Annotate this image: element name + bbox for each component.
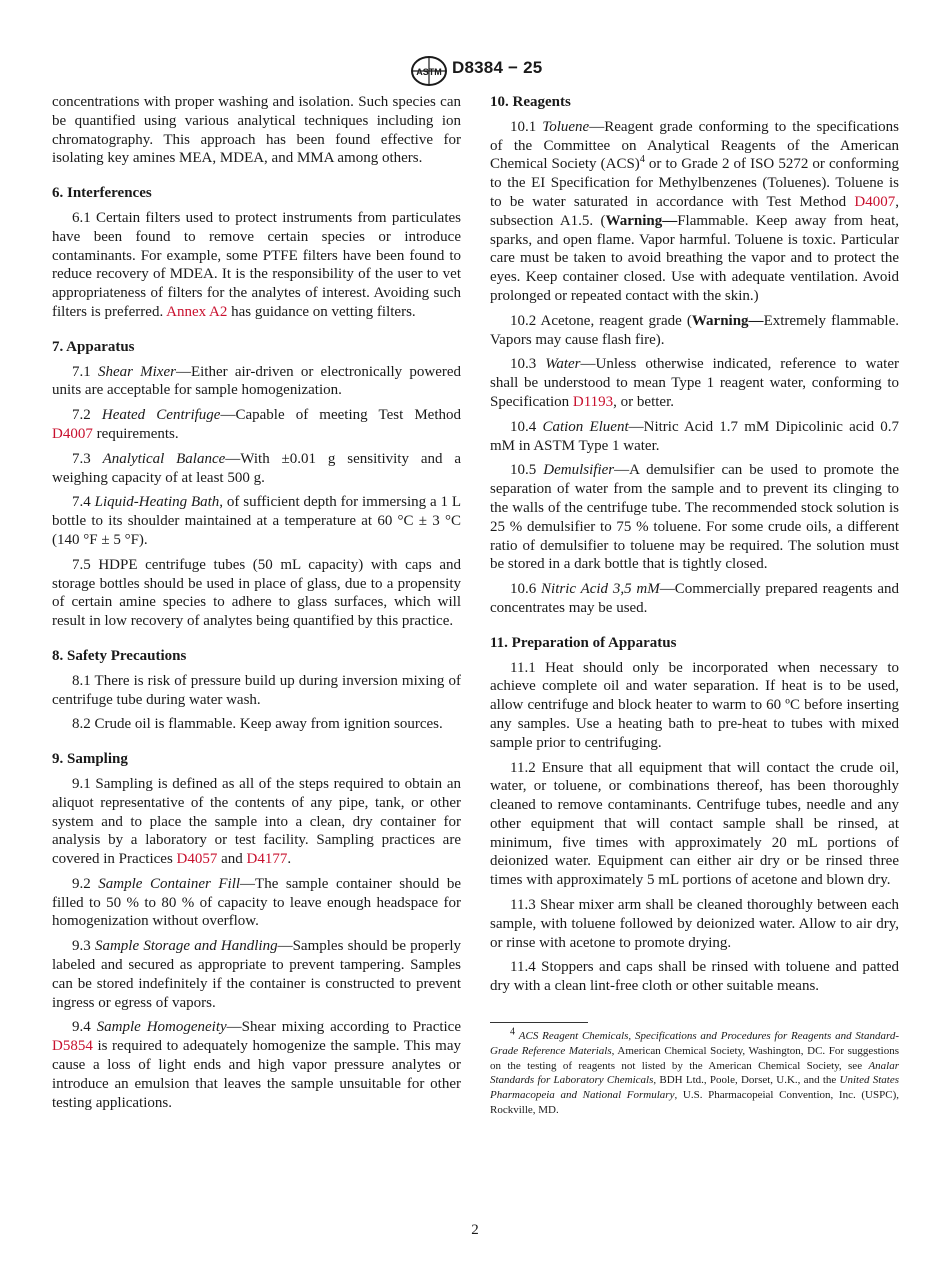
paragraph-8-1: 8.1 There is risk of pressure build up during inversion mixing of centrifuge tube during water wash.	[52, 672, 461, 708]
svg-text:ASTM: ASTM	[416, 67, 442, 77]
section-10-heading: 10. Reagents	[490, 94, 571, 110]
left-column	[52, 93, 461, 1112]
paragraph-7-1: 7.1 Shear Mixer—Either air-driven or electronically powered units are acceptable for sample homogenization.	[52, 363, 462, 399]
paragraph-6-1: 6.1 Certain filters used to protect instruments from particulates have been found to remove certain species or introduce contaminants. For example, some PTFE filters have been found to reduce recovery of MDEA. It is the responsibility of the user to vet appropriateness of filters for the analytes of interest. Avoiding such filters is preferred. Annex A2 has guidance on vetting filters.	[52, 209, 461, 320]
paragraph-11-4: 11.4 Stoppers and caps shall be rinsed with toluene and patted dry with a clean lint-free cloth or other suitable means.	[490, 959, 899, 995]
paragraph-9-2: 9.2 Sample Container Fill—The sample container should be filled to 50 % to 80 % of capacity to leave enough headspace for homogenization without overflow.	[52, 875, 461, 930]
paragraph-11-3: 11.3 Shear mixer arm shall be cleaned thoroughly between each sample, with toluene followed by deionized water. Allow to air dry, or rinse with acetone to promote drying.	[490, 897, 899, 951]
paragraph-7-2: 7.2 Heated Centrifuge—Capable of meeting Test Method D4007 requirements.	[52, 407, 461, 442]
right-column	[490, 93, 899, 1118]
footnote-divider	[490, 1022, 588, 1023]
paragraph-7-5: 7.5 HDPE centrifuge tubes (50 mL capacity) with caps and storage bottles should be used in place of glass, due to a propensity of certain amine species to adhere to glass surfaces, which will result in low recovery of analytes being quantified by this practice.	[52, 556, 461, 630]
astm-logo-icon	[409, 55, 449, 87]
paragraph-8-2: 8.2 Crude oil is flammable. Keep away from ignition sources.	[72, 716, 443, 733]
paragraph-7-4: 7.4 Liquid-Heating Bath, of sufficient depth for immersing a 1 L bottle to its shoulder maintained at a temperature at 60 °C ± 3 °C (140 °F ± 5 °F).	[52, 494, 462, 548]
d4177-link[interactable]: D4177	[246, 851, 288, 868]
paragraph-9-1: 9.1 Sampling is defined as all of the steps required to obtain an aliquot representative of the contents of any pipe, tank, or other system and to place the sample into a clean, dry container for analysis by a laboratory or test facility. Sampling practices are covered in Practices D4057 and D4177.	[52, 775, 461, 868]
paragraph-11-2: 11.2 Ensure that all equipment that will contact the crude oil, water, or toluene, or combinations thereof, has been thoroughly cleaned to remove contaminants. Centrifuge tubes, needle and any other equipment that will contact sample shall be rinsed, at minimum, five times with approximately 20 mL portions of deionized water. Equipment can either air dry or be rinsed three times with approximately 5 mL portions of acetone and blown dry.	[490, 759, 899, 889]
d4057-link[interactable]: D4057	[176, 851, 218, 868]
paragraph-9-4: 9.4 Sample Homogeneity—Shear mixing according to Practice D5854 is required to adequately homogenize the sample. This may cause a loss of light ends and high vapor pressure analytes or introduce an emulsion that leaves the sample unsuitable for other testing applications.	[52, 1019, 461, 1111]
annex-a2-link[interactable]: Annex A2	[166, 303, 228, 320]
d4007-link-2[interactable]: D4007	[854, 193, 896, 210]
section-7-heading: 7. Apparatus	[52, 338, 135, 355]
paragraph-10-3: 10.3 Water—Unless otherwise indicated, reference to water shall be understood to mean Type 1 reagent water, conforming to Specification D1193, or better.	[490, 356, 899, 410]
section-11-heading: 11. Preparation of Apparatus	[490, 634, 677, 651]
paragraph-7-3: 7.3 Analytical Balance—With ±0.01 g sensitivity and a weighing capacity of at least 500 g.	[52, 450, 461, 486]
intro-paragraph: concentrations with proper washing and isolation. Such species can be quantified using various analytical techniques including ion chromatography. This approach has been found effective for isolating key amines MEA, MDEA, and MMA among others.	[52, 94, 461, 167]
footnote-4: $^4$ ACS Reagent Chemicals, Specifications and Procedures for Reagents and Standard-Grade Reference Materials, American Chemical Society, Washington, DC. For suggestions on the testing of reagents not listed by the American Chemical Society, see Analar Standards for Laboratory Chemicals, BDH Ltd., Poole, Dorset, U.K., and the United States Pharmacopeia and National Formulary, U.S. Pharmacopeial Convention, Inc. (USPC), Rockville, MD.	[490, 1026, 900, 1117]
section-8-heading: 8. Safety Precautions	[52, 647, 187, 664]
section-6-heading: 6. Interferences	[52, 185, 152, 202]
paragraph-11-1: 11.1 Heat should only be incorporated when necessary to achieve complete oil and water separation. If heat is to be used, allow centrifuge and block heater to warm to 60 ºC before inserting any samples. Use a heating bath to pre-heat to tubes with mixed sample prior to centrifuging.	[490, 659, 899, 751]
d5854-link[interactable]: D5854	[52, 1038, 93, 1055]
paragraph-10-6: 10.6 Nitric Acid 3,5 mM—Commercially prepared reagents and concentrates may be used.	[490, 581, 900, 616]
section-9-heading: 9. Sampling	[52, 751, 128, 768]
footnote-4-marker: 4	[639, 154, 645, 166]
standard-designation: D8384 − 25	[452, 58, 543, 77]
page-header	[0, 55, 950, 85]
paragraph-10-5: 10.5 Demulsifier—A demulsifier can be used to promote the separation of water from the sample and to prevent its clinging to the walls of the centrifuge tube. The recommended stock solution is 25 % demulsifier to 75 % toluene. For some crude oils, a different ratio of demulsifier to toluene may be required. The solution must be stored in a dark bottle that is tightly closed.	[490, 462, 899, 573]
d1193-link[interactable]: D1193	[572, 393, 614, 410]
page-number: 2	[471, 1222, 479, 1238]
d4007-link[interactable]: D4007	[52, 425, 93, 442]
paragraph-10-4: 10.4 Cation Eluent—Nitric Acid 1.7 mM Dipicolinic acid 0.7 mM in ASTM Type 1 water.	[490, 418, 900, 454]
paragraph-10-2: 10.2 Acetone, reagent grade (Warning—Extremely flammable. Vapors may cause flash fire).	[490, 312, 899, 348]
paragraph-10-1: 10.1 Toluene—Reagent grade conforming to the specifications of the Committee on Analytical Reagents of the American Chemical Society (ACS)$^4$ or to Grade 2 of ISO 5272 or conforming to the EI Specification for Methylbenzenes (Toluenes). Toluene is to be water saturated in accordance with Test Method D4007, subsection A1.5. (Warning—Flammable. Keep away from heat, sparks, and open flame. Vapor harmful. Toluene is toxic. Particular care must be taken to avoid breathing the vapor and to protect the eyes. Keep container closed. Use with adequate ventilation. Avoid prolonged or repeated contact with the skin.)	[490, 118, 899, 304]
paragraph-9-3: 9.3 Sample Storage and Handling—Samples should be properly labeled and secured as appropriate to prevent tampering. Samples can be stored indefinitely if the container is constructed to prevent ingress or egress of vapors.	[52, 938, 462, 1011]
